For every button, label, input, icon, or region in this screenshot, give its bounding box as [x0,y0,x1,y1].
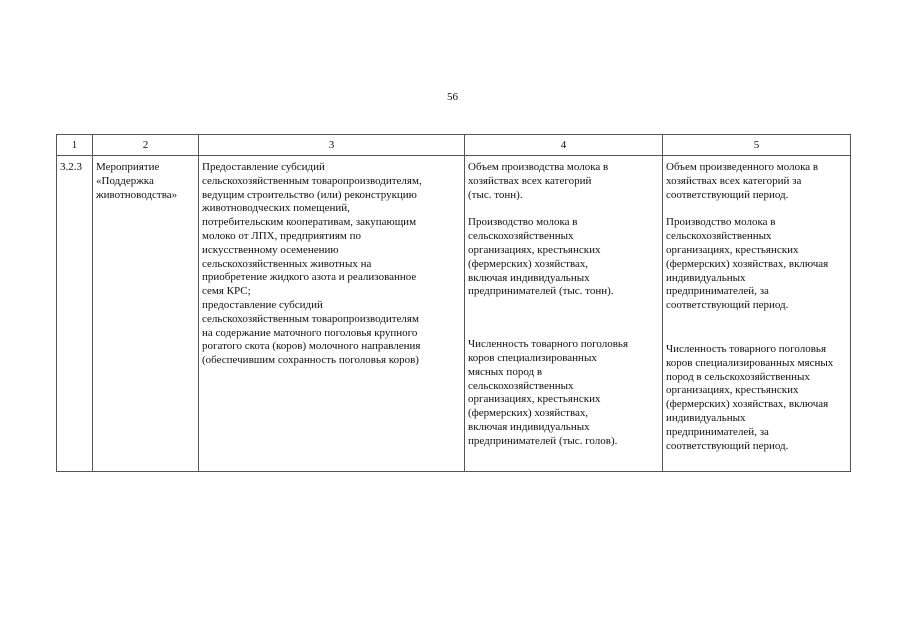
event-cell [93,156,199,472]
definitions-cell [663,156,851,472]
event-description: Предоставление субсидий сельскохозяйственным товаропроизводителям, ведущим строительство (или) реконструкцию животноводческих помещений, потребительским кооперативам, закупающим молоко от ЛПХ, предприятиям по искусственному осеменению сельскохозяйственных животных на приобретение жидкого азота и реализованное семя КРС; предоставление субсидий сельскохозяйственным товаропроизводителям на содержание маточного поголовья крупного рогатого скота (коров) молочного направления (обеспечившим сохранность поголовья коров) [202,161,422,367]
indicators-table [56,134,851,472]
page-number: 56 [447,91,458,103]
row-number [57,156,93,472]
indicator-1: Объем производства молока в хозяйствах всех категорий (тыс. тонн). [468,161,609,201]
definition-1: Объем произведенного молока в хозяйствах всех категорий за соответствующий период. [666,161,819,201]
header-col-3: 3 [199,135,465,156]
description-cell [199,156,465,472]
header-col-1: 1 [57,135,93,156]
indicators-cell [465,156,663,472]
header-col-5: 5 [663,135,851,156]
definition-3: Численность товарного поголовья коров специализированных мясных пород в сельскохозяйственных организациях, крестьянских (фермерских) хозяйствах, включая индивидуальных предпринимателей, за соответствующий период. [666,342,834,452]
row-number-text: 3.2.3 [60,161,82,173]
header-col-4: 4 [465,135,663,156]
table-header-row [57,135,851,156]
event-name: Мероприятие «Поддержка животноводства» [96,161,178,201]
definition-2: Производство молока в сельскохозяйственных организациях, крестьянских (фермерских) хозяйствах, включая индивидуальных предпринимателей, за соответствующий период. [666,216,829,312]
header-col-2: 2 [93,135,199,156]
table-row [57,156,851,472]
indicator-2: Производство молока в сельскохозяйственных организациях, крестьянских (фермерских) хозяйствах, включая индивидуальных предпринимателей (тыс. тонн). [468,216,614,298]
indicator-3: Численность товарного поголовья коров специализированных мясных пород в сельскохозяйственных организациях, крестьянских (фермерских) хозяйствах, включая индивидуальных предпринимателей (тыс. голов). [468,338,628,447]
